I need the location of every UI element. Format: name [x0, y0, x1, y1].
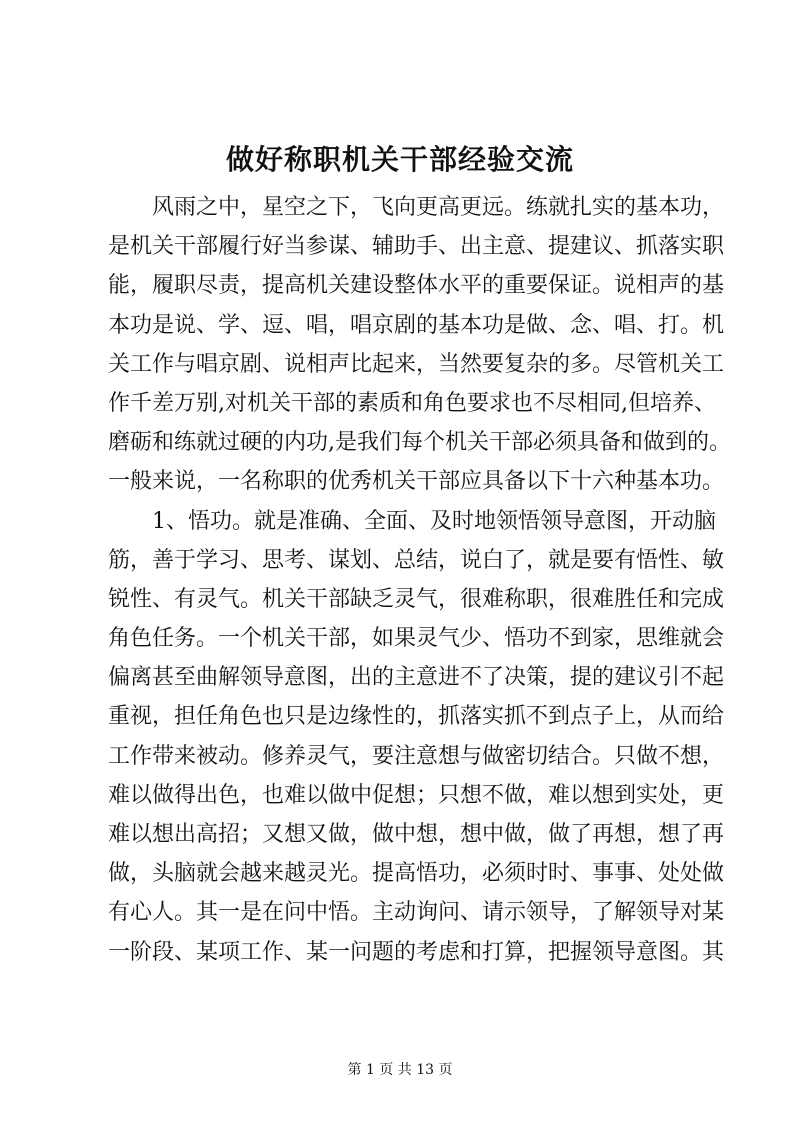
- text-line: 关工作与唱京剧、说相声比起来，当然要复杂的多。尽管机关工: [108, 351, 725, 377]
- document-body: [108, 188, 731, 972]
- text-line: 能，履职尽责，提高机关建设整体水平的重要保证。说相声的基: [108, 273, 725, 299]
- text-line: 做，头脑就会越来越灵光。提高悟功，必须时时、事事、处处做: [108, 861, 725, 887]
- text-line: 难以做得出色，也难以做中促想；只想不做，难以想到实处，更: [108, 782, 725, 808]
- text-line: 一阶段、某项工作、某一问题的考虑和打算，把握领导意图。其: [108, 939, 725, 965]
- text-line: 磨砺和练就过硬的内功,是我们每个机关干部必须具备和做到的。: [108, 430, 731, 456]
- document-title: 做好称职机关干部经验交流: [225, 143, 574, 176]
- text-line: 筋，善于学习、思考、谋划、总结，说白了，就是要有悟性、敏: [108, 547, 725, 573]
- text-line: 风雨之中，星空之下，飞向更高更远。练就扎实的基本功，: [108, 195, 725, 220]
- text-line: 锐性、有灵气。机关干部缺乏灵气，很难称职，很难胜任和完成: [108, 586, 725, 612]
- text-line: 难以想出高招；又想又做，做中想，想中做，做了再想，想了再: [108, 822, 725, 847]
- text-line: 角色任务。一个机关干部，如果灵气少、悟功不到家，思维就会: [108, 626, 725, 652]
- text-line: 工作带来被动。修养灵气，要注意想与做密切结合。只做不想，: [108, 743, 725, 769]
- text-line: 是机关干部履行好当参谋、辅助手、出主意、提建议、抓落实职: [108, 234, 725, 260]
- text-line: 作千差万别,对机关干部的素质和角色要求也不尽相同,但培养、: [108, 390, 716, 416]
- text-line: 有心人。其一是在问中悟。主动询问、请示领导，了解领导对某: [108, 900, 725, 926]
- page-number-footer: 第 1 页 共 13 页: [347, 1062, 453, 1078]
- text-line: 一般来说，一名称职的优秀机关干部应具备以下十六种基本功。: [108, 469, 725, 495]
- text-line: 1、悟功。就是准确、全面、及时地领悟领导意图，开动脑: [108, 508, 716, 534]
- text-line: 偏离甚至曲解领导意图，出的主意进不了决策，提的建议引不起: [108, 665, 725, 691]
- text-line: 本功是说、学、逗、唱，唱京剧的基本功是做、念、唱、打。机: [108, 312, 725, 338]
- text-line: 重视，担任角色也只是边缘性的，抓落实抓不到点子上，从而给: [108, 704, 725, 730]
